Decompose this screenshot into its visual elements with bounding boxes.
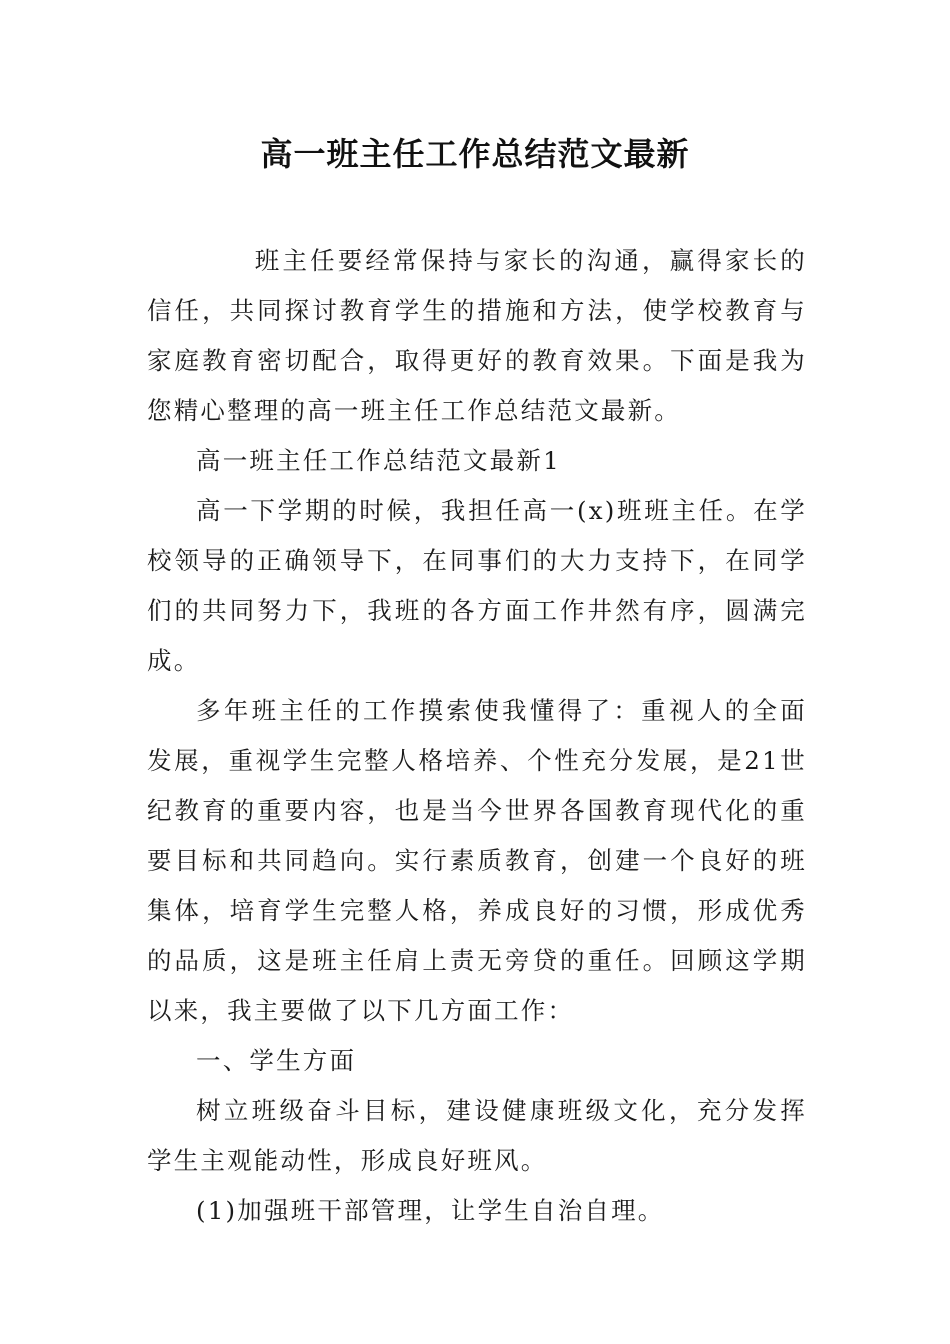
section-heading-1: 高一班主任工作总结范文最新1 xyxy=(196,446,561,475)
paragraph-class-cadres: (1)加强班干部管理，让学生自治自理。 xyxy=(196,1196,665,1225)
paragraph-opening: 高一下学期的时候，我担任高一(x)班班主任。在学校领导的正确领导下，在同事们的大力支持下，在同学们的共同努力下，我班的各方面工作井然有序，圆满完成。 xyxy=(147,496,807,675)
section-heading-students: 一、学生方面 xyxy=(196,1046,357,1075)
document-title: 高一班主任工作总结范文最新 xyxy=(260,135,690,173)
paragraph-experience: 多年班主任的工作摸索使我懂得了：重视人的全面发展，重视学生完整人格培养、个性充分发展，是21世纪教育的重要内容，也是当今世界各国教育现代化的重要目标和共同趋向。实行素质教育，创建一个良好的班集体，培育学生完整人格，养成良好的习惯，形成优秀的品质，这是班主任肩上责无旁贷的重任。回顾这学期以来，我主要做了以下几方面工作： xyxy=(147,696,807,1025)
paragraph-class-goals: 树立班级奋斗目标，建设健康班级文化，充分发挥学生主观能动性，形成良好班风。 xyxy=(147,1096,807,1175)
document-body xyxy=(147,236,807,1236)
intro-paragraph: 班主任要经常保持与家长的沟通，赢得家长的信任，共同探讨教育学生的措施和方法，使学校教育与家庭教育密切配合，取得更好的教育效果。下面是我为您精心整理的高一班主任工作总结范文最新。 xyxy=(147,246,807,425)
